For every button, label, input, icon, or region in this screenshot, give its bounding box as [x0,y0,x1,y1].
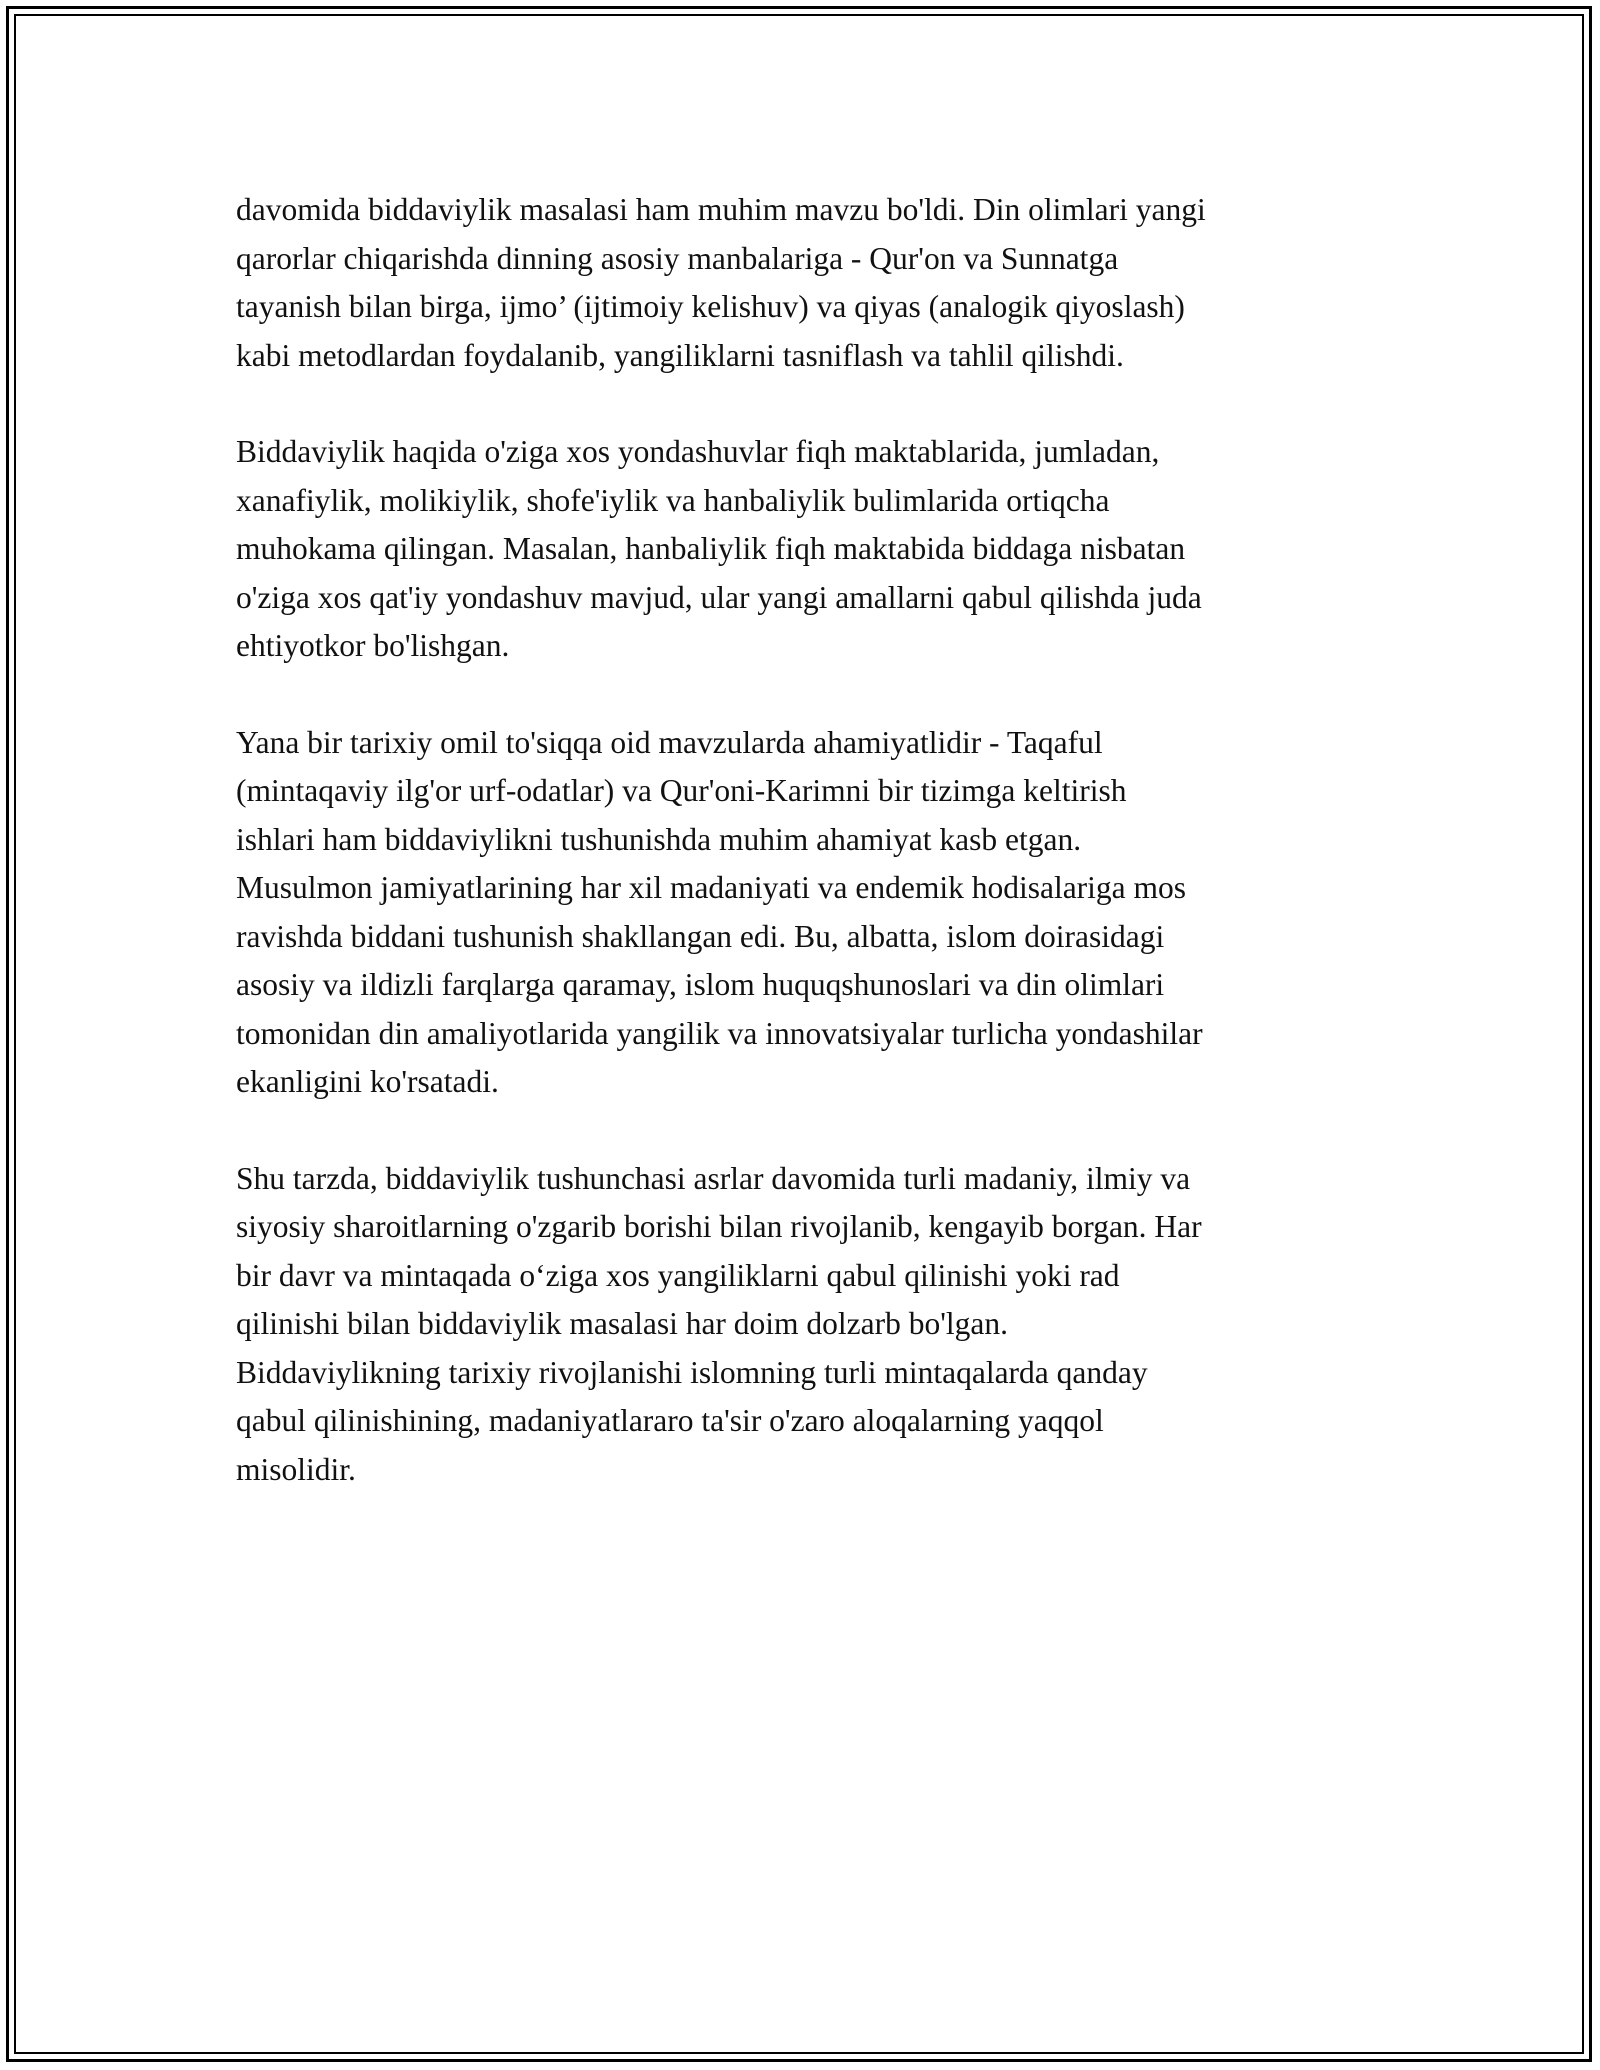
text-line: ekanligini ko'rsatadi. [236,1064,499,1099]
text-line: bir davr va mintaqada o‘ziga xos yangiliklarni qabul qilinishi yoki rad [236,1257,1120,1293]
text-line: qarorlar chiqarishda dinning asosiy manbalariga - Qur'on va Sunnatga [236,240,1119,276]
text-line: Biddaviylikning tarixiy rivojlanishi islomning turli mintaqalarda qanday [236,1354,1148,1390]
text-line: ishlari ham biddaviylikni tushunishda muhim ahamiyat kasb etgan. [236,821,1082,857]
text-line: misolidir. [236,1451,356,1487]
text-line: siyosiy sharoitlarning o'zgarib borishi bilan rivojlanib, kengayib borgan. Har [236,1209,1202,1244]
text-line: Musulmon jamiyatlarining har xil madaniyati va endemik hodisalariga mos [236,870,1187,905]
text-line: kabi metodlardan foydalanib, yangiliklarni tasniflash va tahlil qilishdi. [236,337,1124,373]
text-line: o'ziga xos qat'iy yondashuv mavjud, ular yangi amallarni qabul qilishda juda [236,579,1202,615]
text-line: Yana bir tarixiy omil to'siqqa oid mavzularda ahamiyatlidir - Taqaful [236,724,1103,760]
text-line: qabul qilinishining, madaniyatlararo ta'sir o'zaro aloqalarning yaqqol [236,1403,1104,1438]
paragraph-2 [236,428,1366,671]
text-line: tayanish bilan birga, ijmo’ (ijtimoiy kelishuv) va qiyas (analogik qiyoslash) [236,289,1185,324]
text-line: davomida biddaviylik masalasi ham muhim mavzu bo'ldi. Din olimlari yangi [236,192,1206,227]
text-line: tomonidan din amaliyotlarida yangilik va innovatsiyalar turlicha yondashilar [236,1015,1203,1051]
text-line: ehtiyotkor bo'lishgan. [236,628,510,663]
text-line: ravishda biddani tushunish shakllangan edi. Bu, albatta, islom doirasidagi [236,918,1165,954]
paragraph-1 [236,186,1366,380]
text-line: (mintaqaviy ilg'or urf-odatlar) va Qur'oni-Karimni bir tizimga keltirish [236,773,1127,808]
document-body [236,186,1366,1542]
text-line: muhokama qilingan. Masalan, hanbaliylik fiqh maktabida biddaga nisbatan [236,531,1186,566]
text-line: qilinishi bilan biddaviylik masalasi har doim dolzarb bo'lgan. [236,1306,1009,1341]
text-line: xanafiylik, molikiylik, shofe'iylik va hanbaliylik bulimlarida ortiqcha [236,482,1110,518]
text-line: Biddaviylik haqida o'ziga xos yondashuvlar fiqh maktablarida, jumladan, [236,434,1160,469]
text-line: asosiy va ildizli farqlarga qaramay, islom huquqshunoslari va din olimlari [236,967,1165,1002]
text-line: Shu tarzda, biddaviylik tushunchasi asrlar davomida turli madaniy, ilmiy va [236,1160,1191,1196]
paragraph-3 [236,719,1366,1107]
paragraph-4 [236,1155,1366,1495]
